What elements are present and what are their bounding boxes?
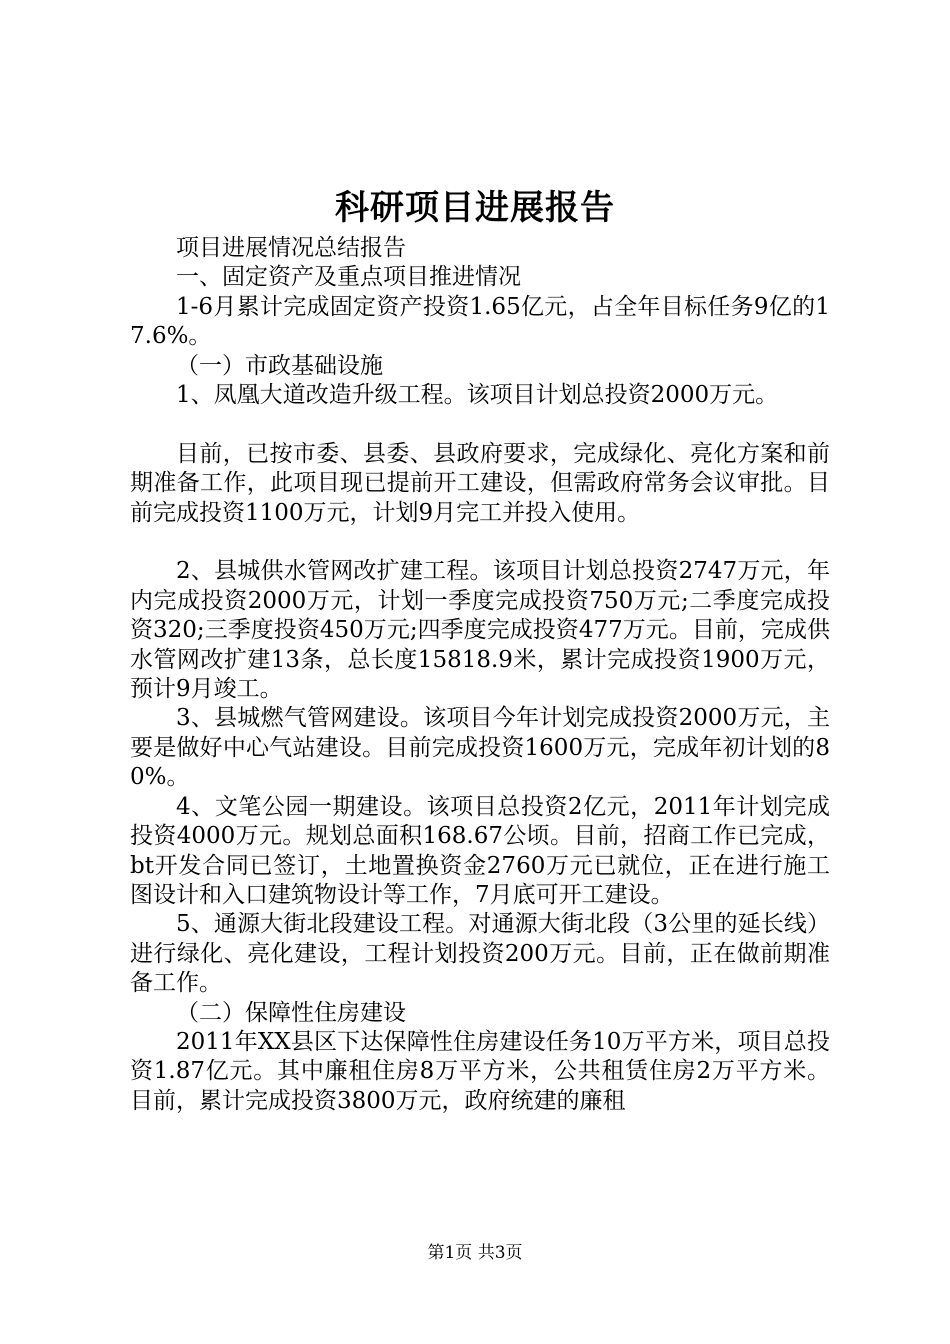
section-heading-fixed-assets: 一、固定资产及重点项目推进情况: [176, 264, 521, 291]
paragraph-investment-summary: 1-6月累计完成固定资产投资1.65亿元，占全年目标任务9亿的17.6%。: [130, 293, 830, 350]
document-body: [130, 234, 830, 1116]
page-number-footer: 第1页 共3页: [427, 1243, 523, 1263]
paragraph-item-1-progress: 目前，已按市委、县委、县政府要求，完成绿化、亮化方案和前期准备工作，此项目现已提前开工建设，但需政府常务会议审批。目前完成投资1100万元，计划9月完工并投入使用。: [130, 440, 830, 526]
paragraph-item-2: 2、县城供水管网改扩建工程。该项目计划总投资2747万元，年内完成投资2000万元，计划一季度完成投资750万元;二季度完成投资320;三季度投资450万元;四季度完成投资477万元。目前，完成供水管网改扩建13条，总长度15818.9米，累计完成投资1900万元，预计9月竣工。: [130, 558, 830, 703]
subsection-heading-affordable-housing: （二）保障性住房建设: [176, 999, 406, 1026]
subsection-heading-municipal-infrastructure: （一）市政基础设施: [176, 352, 383, 379]
paragraph-item-3: 3、县城燃气管网建设。该项目今年计划完成投资2000万元，主要是做好中心气站建设。目前完成投资1600万元，完成年初计划的80%。: [130, 705, 830, 791]
paragraph-item-4: 4、文笔公园一期建设。该项目总投资2亿元，2011年计划完成投资4000万元。规划总面积168.67公顷。目前，招商工作已完成，bt开发合同已签订，土地置换资金2760万元已就位，正在进行施工图设计和入口建筑物设计等工作，7月底可开工建设。: [130, 793, 830, 908]
paragraph-item-5: 5、通源大街北段建设工程。对通源大街北段（3公里的延长线）进行绿化、亮化建设，工程计划投资200万元。目前，正在做前期准备工作。: [130, 911, 830, 997]
paragraph-item-1: 1、凤凰大道改造升级工程。该项目计划总投资2000万元。: [176, 382, 779, 409]
paragraph-report-subtitle: 项目进展情况总结报告: [176, 235, 406, 261]
paragraph-housing-summary: 2011年XX县区下达保障性住房建设任务10万平方米，项目总投资1.87亿元。其中廉租住房8万平方米，公共租赁住房2万平方米。目前，累计完成投资3800万元，政府统建的廉租: [130, 1028, 830, 1114]
document-title: 科研项目进展报告: [335, 188, 615, 228]
